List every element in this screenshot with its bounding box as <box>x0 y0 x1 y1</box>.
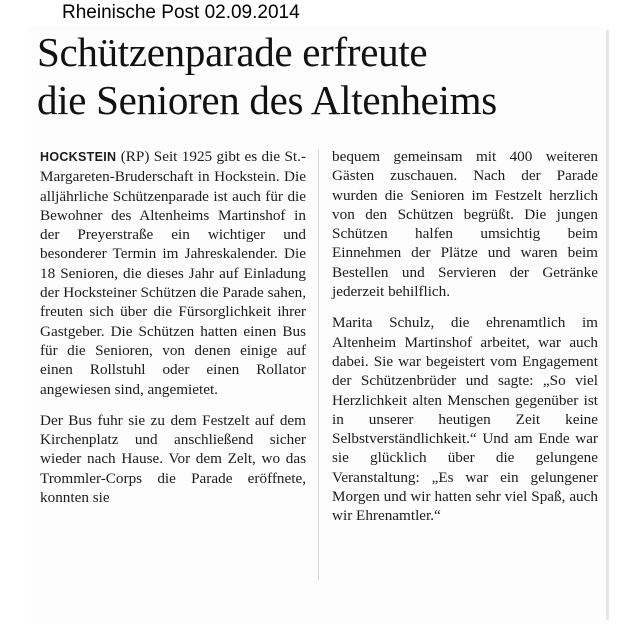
column-divider <box>318 150 319 580</box>
headline-line-2: die Senioren des Altenheims <box>37 77 497 123</box>
article-column-right <box>332 147 598 526</box>
dateline: HOCKSTEIN <box>40 150 117 164</box>
source-label: Rheinische Post 02.09.2014 <box>62 2 300 23</box>
article-paragraph: Marita Schulz, die ehrenamtlich im Altenheim Martinshof arbeitet, war auch dabei. Sie war begeistert vom Engagement der Schützenbrüder und sagte: „So viel Herzlichkeit alten Menschen gegenüber ist in unserer heutigen Zeit keine Selbstverständlichkeit.“ Und am Ende war sie glücklich über die gelungene Veranstaltung: „Es war ein gelungener Morgen und wir hatten sehr viel Spaß, auch wir Ehrenamtler.“ <box>332 314 598 525</box>
article-column-left <box>40 147 306 507</box>
clipping-edge <box>606 30 609 620</box>
article-paragraph <box>40 147 306 399</box>
article-paragraph: Der Bus fuhr sie zu dem Festzelt auf dem Kirchenplatz und anschließend sicher wieder nach Hause. Vor dem Zelt, wo das Trommler-Corps die Parade eröffnete, konnten sie <box>40 411 306 507</box>
headline-line-1: Schützenparade erfreute <box>37 29 428 75</box>
paragraph-text: (RP) Seit 1925 gibt es die St.-Margareten-Bruderschaft in Hockstein. Die alljährliche Schützenparade ist auch für die Bewohner des Altenheims Martinshof in der Preyerstraße ein wichtiger und besonderer Termin im Jahreskalender. Die 18 Senioren, die dieses Jahr auf Einladung der Hocksteiner Schützen die Parade sahen, freuten sich über die Fürsorglichkeit ihrer Gastgeber. Die Schützen hatten einen Bus für die Senioren, von denen einige auf einen Rollstuhl oder einen Rollator angewiesen sind, angemietet. <box>40 148 306 398</box>
headline <box>37 28 597 124</box>
article-paragraph: bequem gemeinsam mit 400 weiteren Gästen zuschauen. Nach der Parade wurden die Senioren im Festzelt herzlich von den Schützen begrüßt. Die jungen Schützen halfen umsichtig beim Einnehmen der Plätze und waren beim Bestellen und Servieren der Getränke jederzeit behilflich. <box>332 148 598 301</box>
